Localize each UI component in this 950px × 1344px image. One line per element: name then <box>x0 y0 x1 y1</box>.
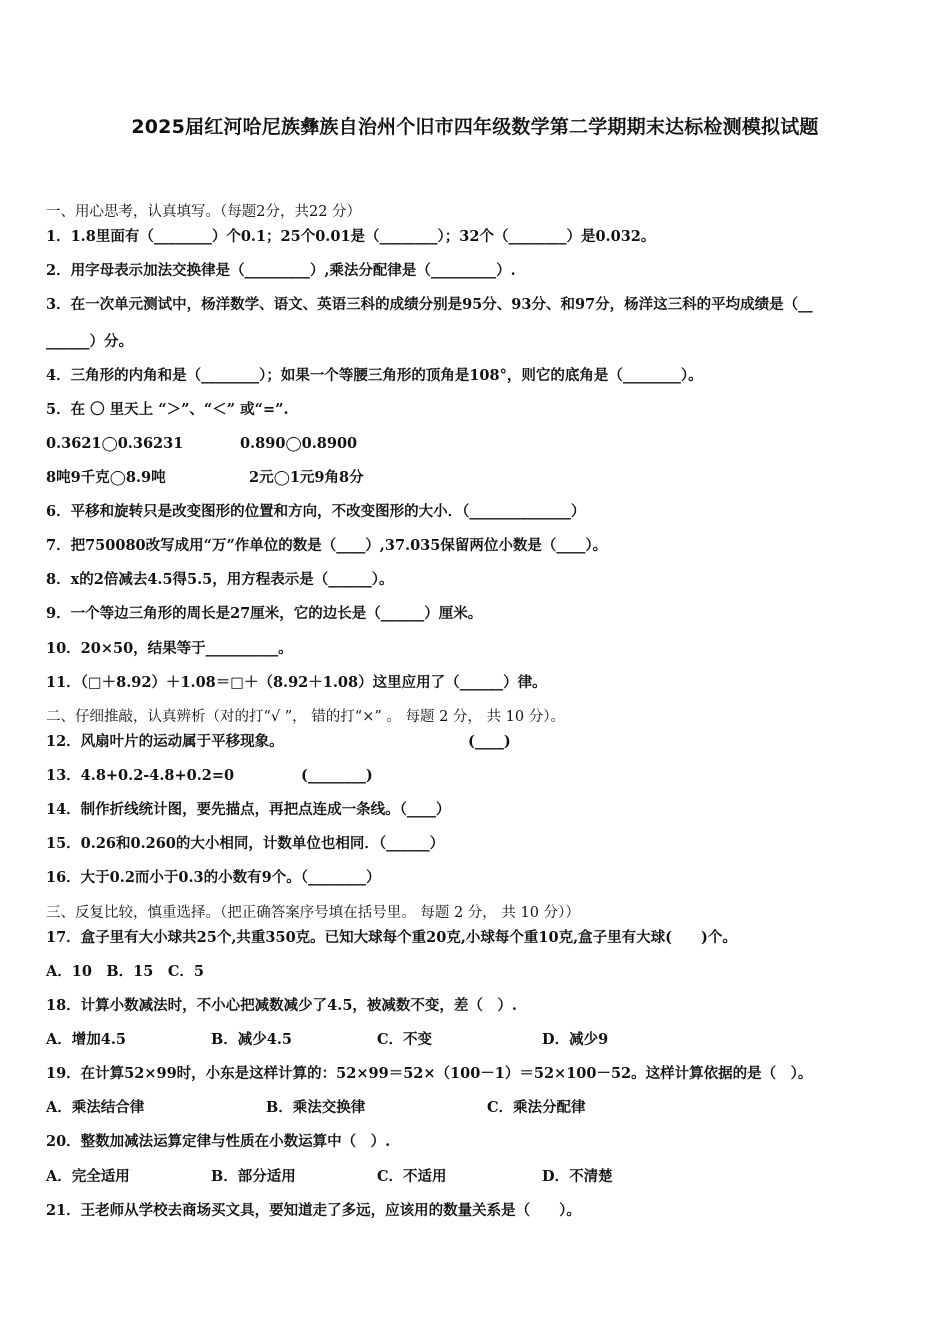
question-12: 12．风扇叶片的运动属于平移现象。 <box>46 733 284 750</box>
question-2: 2．用字母表示加法交换律是（_________）,乘法分配律是（_________）. <box>46 262 516 279</box>
q20-option-c: C．不适用 <box>377 1168 447 1185</box>
q18-option-b: B．减少4.5 <box>211 1031 292 1048</box>
question-18: 18．计算小数减法时，不小心把减数减少了4.5，被减数不变，差（ ）. <box>46 997 517 1014</box>
q18-option-c: C．不变 <box>377 1031 433 1048</box>
q5-item-1: 0.3621◯0.36231 <box>46 435 184 452</box>
question-19: 19．在计算52×99时，小东是这样计算的：52×99＝52×（100－1）＝52×100－52。这样计算依据的是（ ）。 <box>46 1065 813 1082</box>
q18-option-a: A．增加4.5 <box>46 1031 126 1048</box>
q18-option-d: D．减少9 <box>542 1031 609 1048</box>
q17-options: A．10 B．15 C．5 <box>46 963 204 980</box>
page-title: 2025届红河哈尼族彝族自治州个旧市四年级数学第二学期期末达标检测模拟试题 <box>131 116 819 138</box>
question-5: 5．在 〇 里天上 “＞”、“＜” 或“=”. <box>46 401 289 418</box>
question-3-continued: ______）分。 <box>46 333 133 350</box>
q19-option-c: C．乘法分配律 <box>487 1099 586 1116</box>
question-10: 10．20×50，结果等于__________。 <box>46 640 293 657</box>
question-17: 17．盒子里有大小球共25个,共重350克。已知大球每个重20克,小球每个重10克,盒子里有大球( )个。 <box>46 929 737 946</box>
q5-item-4: 2元◯1元9角8分 <box>249 469 364 486</box>
question-4: 4．三角形的内角和是（________）；如果一个等腰三角形的顶角是108°，则它的底角是（________）。 <box>46 367 703 384</box>
q19-option-a: A．乘法结合律 <box>46 1099 145 1116</box>
question-1: 1．1.8里面有（________）个0.1；25个0.01是（________）；32个（________）是0.032。 <box>46 228 656 245</box>
question-7: 7．把750080改写成用“万”作单位的数是（____）,37.035保留两位小数是（____）。 <box>46 537 608 554</box>
section-2-heading: 二、仔细推敲，认真辨析（对的打“√ ”， 错的打“×” 。 每题 2 分， 共 10 分）。 <box>46 709 565 725</box>
section-3-heading: 三、反复比较，慎重选择。（把正确答案序号填在括号里。 每题 2 分， 共 10 分）） <box>46 905 580 921</box>
question-11: 11．（□＋8.92）＋1.08＝□＋（8.92＋1.08）这里应用了（______）律。 <box>46 674 547 691</box>
q20-option-d: D．不清楚 <box>542 1168 613 1185</box>
question-13: 13．4.8+0.2-4.8+0.2=0 <box>46 767 235 784</box>
q12-answer-blank: (____) <box>468 733 511 750</box>
question-21: 21．王老师从学校去商场买文具，要知道走了多远，应该用的数量关系是（ ）。 <box>46 1202 581 1219</box>
q20-option-b: B．部分适用 <box>211 1168 296 1185</box>
question-9: 9．一个等边三角形的周长是27厘米，它的边长是（______）厘米。 <box>46 605 483 622</box>
question-6: 6．平移和旋转只是改变图形的位置和方向，不改变图形的大小．（______________） <box>46 503 586 520</box>
question-3: 3．在一次单元测试中，杨洋数学、语文、英语三科的成绩分别是95分、93分、和97分，杨洋这三科的平均成绩是（__ <box>46 296 813 313</box>
section-1-heading: 一、用心思考，认真填写。（每题2分，共22 分） <box>46 204 362 220</box>
question-8: 8．x的2倍减去4.5得5.5，用方程表示是（______）。 <box>46 571 394 588</box>
question-15: 15．0.26和0.260的大小相同，计数单位也相同．（______） <box>46 835 445 852</box>
question-14: 14．制作折线统计图，要先描点，再把点连成一条线。（____） <box>46 801 451 818</box>
q13-answer-blank: (________) <box>301 767 373 784</box>
q19-option-b: B．乘法交换律 <box>266 1099 366 1116</box>
question-20: 20．整数加减法运算定律与性质在小数运算中（ ）. <box>46 1133 391 1150</box>
question-16: 16．大于0.2而小于0.3的小数有9个。（________） <box>46 869 381 886</box>
q20-option-a: A．完全适用 <box>46 1168 130 1185</box>
q5-item-3: 8吨9千克◯8.9吨 <box>46 469 166 486</box>
q5-item-2: 0.890◯0.8900 <box>240 435 358 452</box>
